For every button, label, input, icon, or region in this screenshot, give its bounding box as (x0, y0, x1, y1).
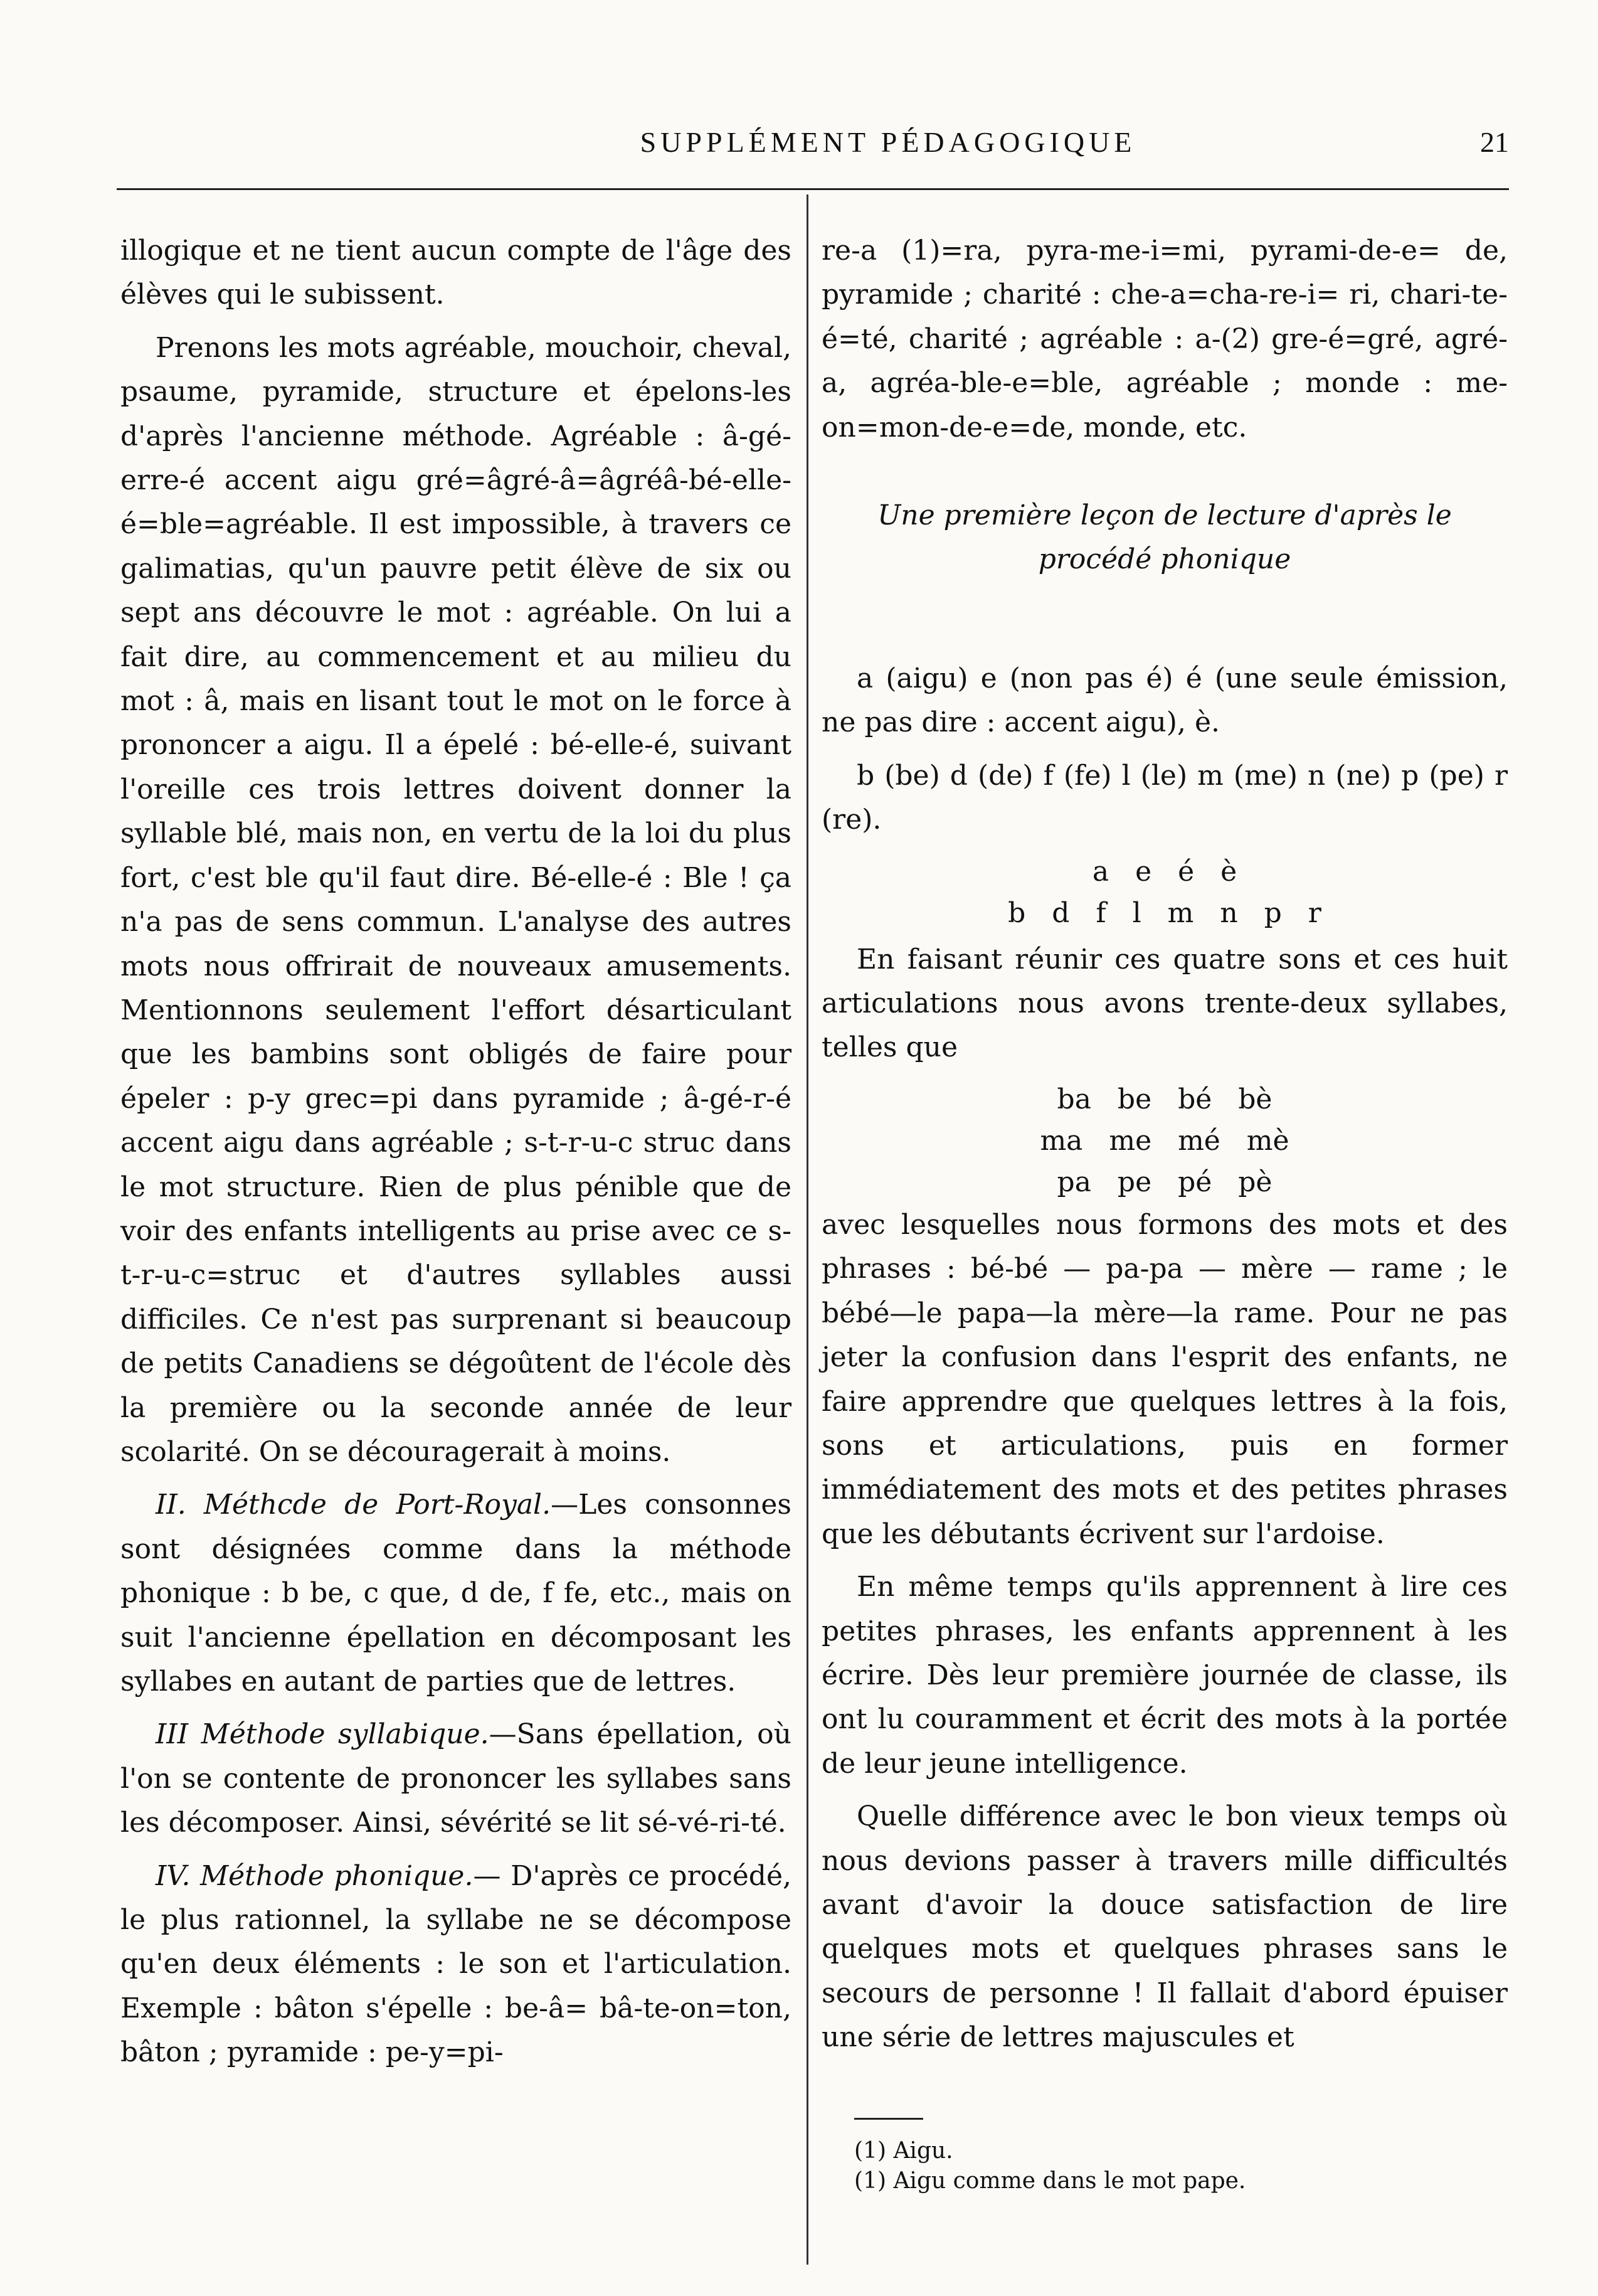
header-title: SUPPLÉMENT PÉDAGOGIQUE (640, 126, 1136, 158)
right-paragraph-2: En même temps qu'ils apprennent à lire ces petites phrases, les enfants apprennent à les écrire. Dès leur première journée de classe, ils ont lu couramment et écrit des mots à la portée de leur jeune intelligence. (822, 1571, 1508, 1780)
left-column (120, 229, 791, 2084)
method-port-royal-heading: II. Méthcde de Port-Royal. (156, 1489, 551, 1521)
syllable-row-m: ma me mé mè (1040, 1124, 1289, 1157)
method-syllabique-text: —Sans épellation, où l'on se contente de prononcer les syllabes sans les décomposer. Ainsi, sévérité se lit sé-vé-ri-té. (120, 1718, 791, 1839)
method-syllabique-heading: III Méthode syllabique. (156, 1718, 489, 1751)
combination-paragraph: En faisant réunir ces quatre sons et ces huit articulations nous avons trente-deux syllabes, telles que (822, 943, 1508, 1064)
left-paragraph-1: illogique et ne tient aucun compte de l'âge des élèves qui le subissent. (120, 235, 791, 311)
vowel-row: a e é è (1092, 855, 1237, 888)
method-port-royal-text: —Les consonnes sont désignées comme dans la méthode phonique : b be, c que, d de, f fe, etc., mais on suit l'ancienne épellation en décomposant les syllabes en autant de parties que de lettres. (120, 1489, 791, 1698)
footnote-2: (1) Aigu comme dans le mot pape. (854, 2167, 1246, 2194)
footnote-rule (854, 2118, 923, 2120)
method-phonique (120, 1854, 791, 2075)
right-paragraph-3: Quelle différence avec le bon vieux temps où nous devions passer à travers mille difficultés avant d'avoir la douce satisfaction de lire quelques mots et quelques phrases sans le secours de personne ! Il fallait d'abord épuiser une série de lettres majuscules et (822, 1800, 1508, 2054)
header-rule (117, 188, 1509, 190)
right-intro-paragraph: re-a (1)=ra, pyra-me-i=mi, pyrami-de-e= de, pyramide ; charité : che-a=cha-re-i= ri, chari-te-é=té, charité ; agréable : a-(2) gre-é=gré, agré-a, agréa-ble-e=ble, agréable ; monde : me-on=mon-de-e=de, monde, etc. (822, 235, 1508, 444)
right-column (822, 229, 1508, 2196)
method-syllabique (120, 1713, 791, 1845)
page-number: 21 (1480, 126, 1509, 158)
consonant-row: b d f l m n p r (1008, 896, 1321, 929)
syllable-row-p: pa pe pé pè (1057, 1166, 1273, 1198)
footnote-1: (1) Aigu. (854, 2137, 953, 2164)
method-port-royal (120, 1483, 791, 1704)
vowels-paragraph: a (aigu) e (non pas é) é (une seule émission, ne pas dire : accent aigu), è. (822, 662, 1508, 739)
consonants-paragraph: b (be) d (de) f (fe) l (le) m (me) n (ne) p (pe) r (re). (822, 759, 1508, 836)
section-heading: Une première leçon de lecture d'après le procédé phonique (877, 499, 1452, 576)
column-divider (807, 194, 808, 2265)
method-phonique-heading: IV. Méthode phonique. (156, 1859, 474, 1892)
left-paragraph-2: Prenons les mots agréable, mouchoir, cheval, psaume, pyramide, structure et épelons-les d'après l'ancienne méthode. Agréable : â-gé-erre-é accent aigu gré=âgré-â=âgréâ-bé-elle-é=ble=agréable. Il est impossible, à travers ce galimatias, qu'un pauvre petit élève de six ou sept ans découvre le mot : agréable. On lui a fait dire, au commencement et au milieu du mot : â, mais en lisant tout le mot on le force à prononcer a aigu. Il a épelé : bé-elle-é, suivant l'oreille ces trois lettres doivent donner la syllable blé, mais non, en vertu de la loi du plus fort, c'est ble qu'il faut dire. Bé-elle-é : Ble ! ça n'a pas de sens commun. L'analyse des autres mots nous offrirait de nouveaux amusements. Mentionnons seulement l'effort désarticulant que les bambins sont obligés de faire pour épeler : p-y grec=pi dans pyramide ; â-gé-r-é accent aigu dans agréable ; s-t-r-u-c struc dans le mot structure. Rien de plus pénible que de voir des enfants intelligents au prise avec ce s-t-r-u-c=struc et d'autres syllables aussi difficiles. Ce n'est pas surprenant si beaucoup de petits Canadiens se dégoûtent de l'école dès la première ou la seconde année de leur scolarité. On se découragerait à moins. (120, 331, 791, 1468)
method-phonique-text: — D'après ce procédé, le plus rationnel, la syllabe ne se décompose qu'en deux éléments : le son et l'articulation. Exemple : bâton s'épelle : be-â= bâ-te-on=ton, bâton ; pyramide : pe-y=pi- (120, 1859, 791, 2069)
running-header (117, 125, 1509, 176)
syllable-row-b: ba be bé bè (1057, 1083, 1273, 1115)
after-syllables-paragraph: avec lesquelles nous formons des mots et des phrases : bé-bé — pa-pa — mère — rame ; le bébé—le papa—la mère—la rame. Pour ne pas jeter la confusion dans l'esprit des enfants, ne faire apprendre que quelques lettres à la fois, sons et articulations, puis en former immédiatement des mots et des petites phrases que les débutants écrivent sur l'ardoise. (822, 1208, 1508, 1550)
